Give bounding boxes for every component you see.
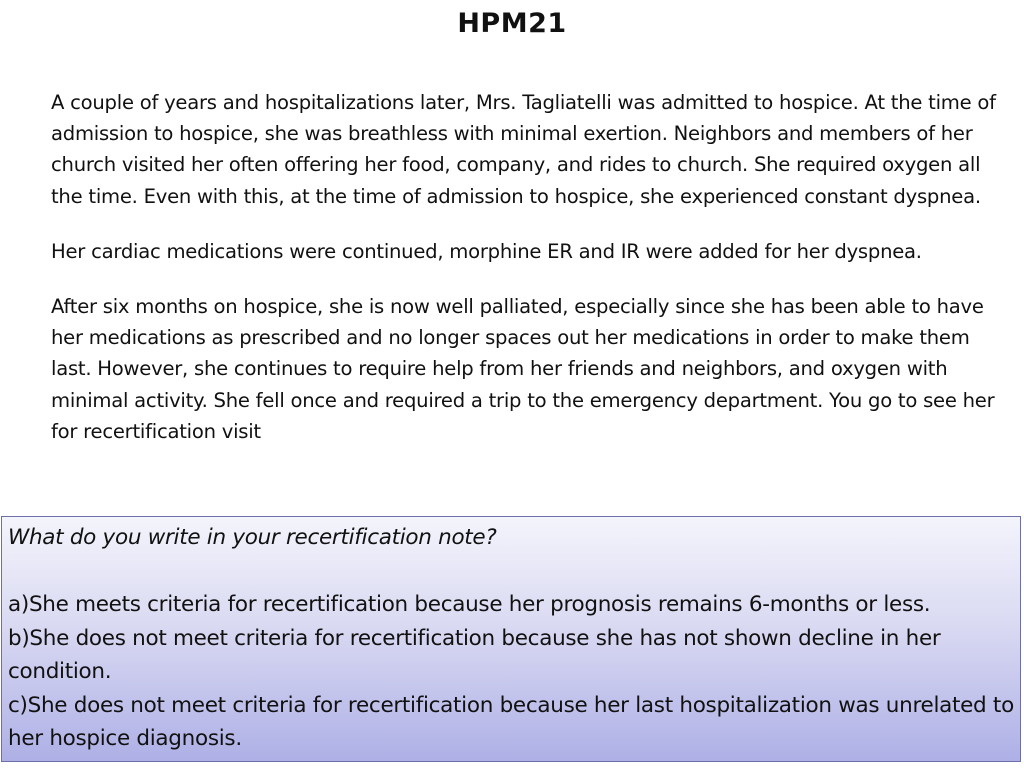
narrative-paragraph-3: After six months on hospice, she is now well palliated, especially since she has been able to have her medications as prescribed and no longer spaces out her medications in order to make them last. However, she continues to require help from her friends and neighbors, and oxygen with minimal activity. She fell once and required a trip to the emergency department. You go to see her for recertification visit: [51, 295, 995, 443]
case-narrative: [51, 87, 1006, 447]
answer-option-a: a)She meets criteria for recertification because her prognosis remains 6-months or less.: [8, 592, 931, 617]
narrative-paragraph-1: A couple of years and hospitalizations later, Mrs. Tagliatelli was admitted to hospice. At the time of admission to hospice, she was breathless with minimal exertion. Neighbors and members of her church visited her often offering her food, company, and rides to church. She required oxygen all the time. Even with this, at the time of admission to hospice, she experienced constant dyspnea.: [51, 91, 996, 208]
question-spacer: [8, 555, 1014, 589]
question-box: [1, 516, 1021, 762]
narrative-paragraph-2: Her cardiac medications were continued, morphine ER and IR were added for her dyspnea.: [51, 239, 922, 263]
answer-option-b: b)She does not meet criteria for recertification because she has not shown decline in her condition.: [8, 625, 941, 684]
answer-option-c: c)She does not meet criteria for recertification because her last hospitalization was unrelated to her hospice diagnosis.: [8, 692, 1014, 751]
slide-title: HPM21: [457, 8, 567, 39]
question-prompt: What do you write in your recertification note?: [8, 525, 497, 550]
